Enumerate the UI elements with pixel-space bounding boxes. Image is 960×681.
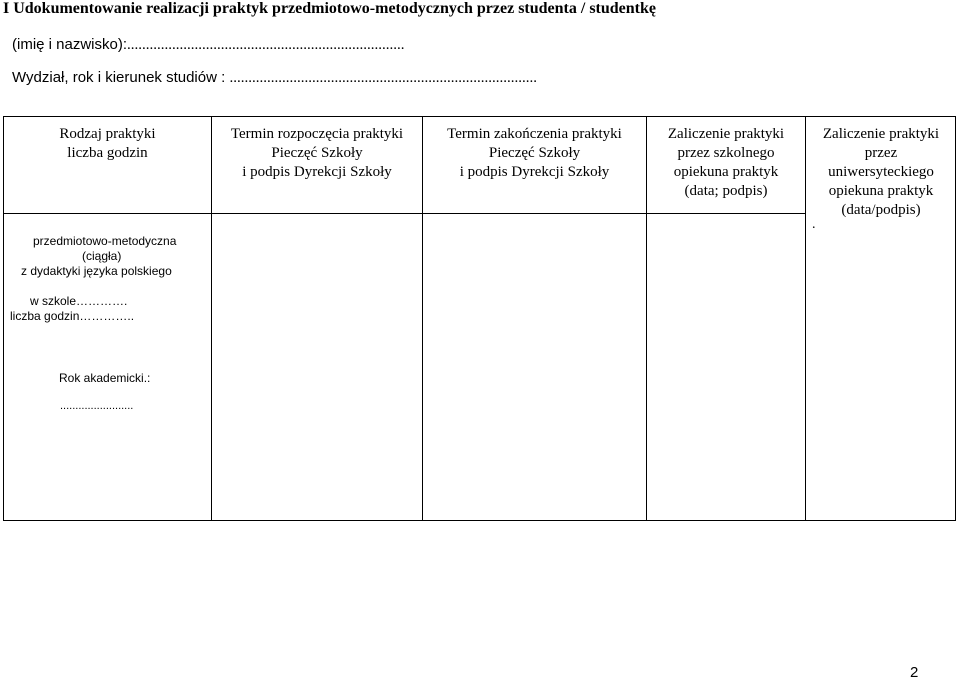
faculty-dots[interactable]: .................................................................................. (229, 70, 537, 86)
academic-year-dots[interactable]: ........................ (60, 400, 134, 412)
academic-year-label: Rok akademicki.: (59, 371, 151, 385)
header-text: opiekuna praktyk (828, 183, 934, 199)
header-text: (data; podpis) (684, 183, 768, 199)
header-start-date (212, 125, 422, 182)
student-name-label: (imię i nazwisko): (12, 36, 128, 53)
header-text: i podpis Dyrekcji Szkoły (459, 164, 610, 180)
header-text: Zaliczenie praktyki (667, 126, 785, 142)
header-text: Termin zakończenia praktyki (447, 126, 622, 142)
faculty-label: Wydział, rok i kierunek studiów : (12, 69, 230, 86)
header-text: opiekuna praktyk (673, 164, 779, 180)
header-text: uniwersyteckiego (828, 164, 934, 180)
header-separator (4, 213, 806, 214)
header-text: liczba godzin (67, 145, 148, 161)
header-text: Rodzaj praktyki (59, 126, 156, 142)
header-school-supervisor (647, 125, 805, 201)
student-name-dots[interactable]: .......................................................................... (127, 37, 405, 53)
header-end-date (423, 125, 646, 182)
page-number: 2 (910, 664, 919, 681)
header-text: (data/podpis) (841, 202, 921, 218)
header-text: Pieczęć Szkoły (271, 145, 363, 161)
header-text: przez (864, 145, 898, 161)
header-text: i podpis Dyrekcji Szkoły (242, 164, 392, 180)
practice-type-line: (ciągła) (82, 249, 122, 263)
practice-type-line: przedmiotowo-metodyczna (33, 234, 177, 248)
header-university-supervisor (806, 125, 956, 220)
practice-table (3, 116, 956, 521)
header-text: przez szkolnego (677, 145, 775, 161)
header-text: Pieczęć Szkoły (488, 145, 581, 161)
faculty-line (12, 69, 537, 87)
header-practice-type (4, 125, 211, 163)
header-text: Termin rozpoczęcia praktyki (230, 126, 404, 142)
school-label[interactable]: w szkole…………. (30, 294, 128, 308)
hours-label[interactable]: liczba godzin………….. (10, 309, 135, 323)
header-text: Zaliczenie praktyki (822, 126, 940, 142)
document-title: I Udokumentowanie realizacji praktyk przedmiotowo-metodycznych przez studenta / studentkę (3, 0, 656, 17)
practice-type-line: z dydaktyki języka polskiego (21, 264, 172, 278)
column5-dot: . (812, 217, 816, 232)
student-name-line (12, 36, 405, 54)
